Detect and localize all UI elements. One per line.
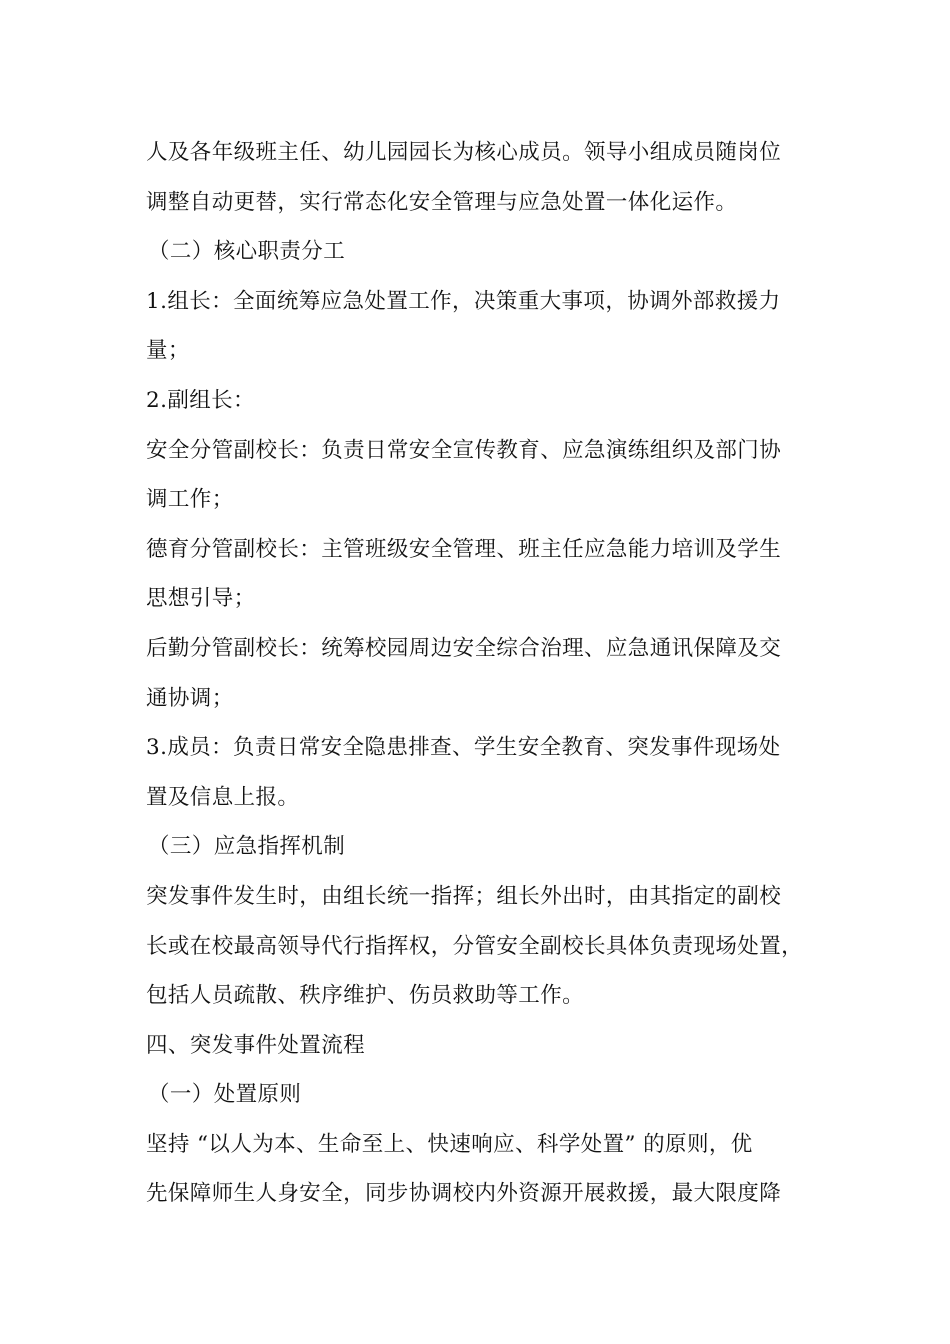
body-text-line: 安全分管副校长：负责日常安全宣传教育、应急演练组织及部门协 xyxy=(146,437,782,463)
body-text-line: 后勤分管副校长：统筹校园周边安全综合治理、应急通讯保障及交 xyxy=(146,635,782,661)
body-text-line: 思想引导； xyxy=(146,586,256,612)
body-text-line: 量； xyxy=(146,338,190,364)
section-heading: （二）核心职责分工 xyxy=(148,239,346,265)
body-text-line: 包括人员疏散、秩序维护、伤员救助等工作。 xyxy=(146,983,585,1009)
body-text-line: 通协调； xyxy=(146,685,234,711)
body-text-line: 调工作； xyxy=(146,487,234,513)
body-text-line: 3.成员：负责日常安全隐患排查、学生安全教育、突发事件现场处 xyxy=(146,735,781,761)
section-heading: （三）应急指挥机制 xyxy=(148,834,346,860)
chapter-heading: 四、突发事件处置流程 xyxy=(146,1032,366,1058)
body-text-line: 突发事件发生时，由组长统一指挥；组长外出时，由其指定的副校 xyxy=(146,883,782,909)
body-text-line: 德育分管副校长：主管班级安全管理、班主任应急能力培训及学生 xyxy=(146,536,782,562)
body-text-line: 坚持 “以人为本、生命至上、快速响应、科学处置” 的原则，优 xyxy=(146,1131,753,1157)
document-body xyxy=(146,128,836,1219)
body-text-line: 2.副组长： xyxy=(146,387,255,413)
body-text-line: 人及各年级班主任、幼儿园园长为核心成员。领导小组成员随岗位 xyxy=(146,140,782,165)
body-text-line: 长或在校最高领导代行指挥权，分管安全副校长具体负责现场处置， xyxy=(146,933,804,959)
body-text-line: 置及信息上报。 xyxy=(146,784,300,810)
section-heading: （一）处置原则 xyxy=(148,1082,302,1108)
body-text-line: 先保障师生人身安全，同步协调校内外资源开展救援，最大限度降 xyxy=(146,1181,782,1207)
body-text-line: 调整自动更替，实行常态化安全管理与应急处置一体化运作。 xyxy=(146,189,738,215)
body-text-line: 1.组长：全面统筹应急处置工作，决策重大事项，协调外部救援力 xyxy=(146,288,781,314)
